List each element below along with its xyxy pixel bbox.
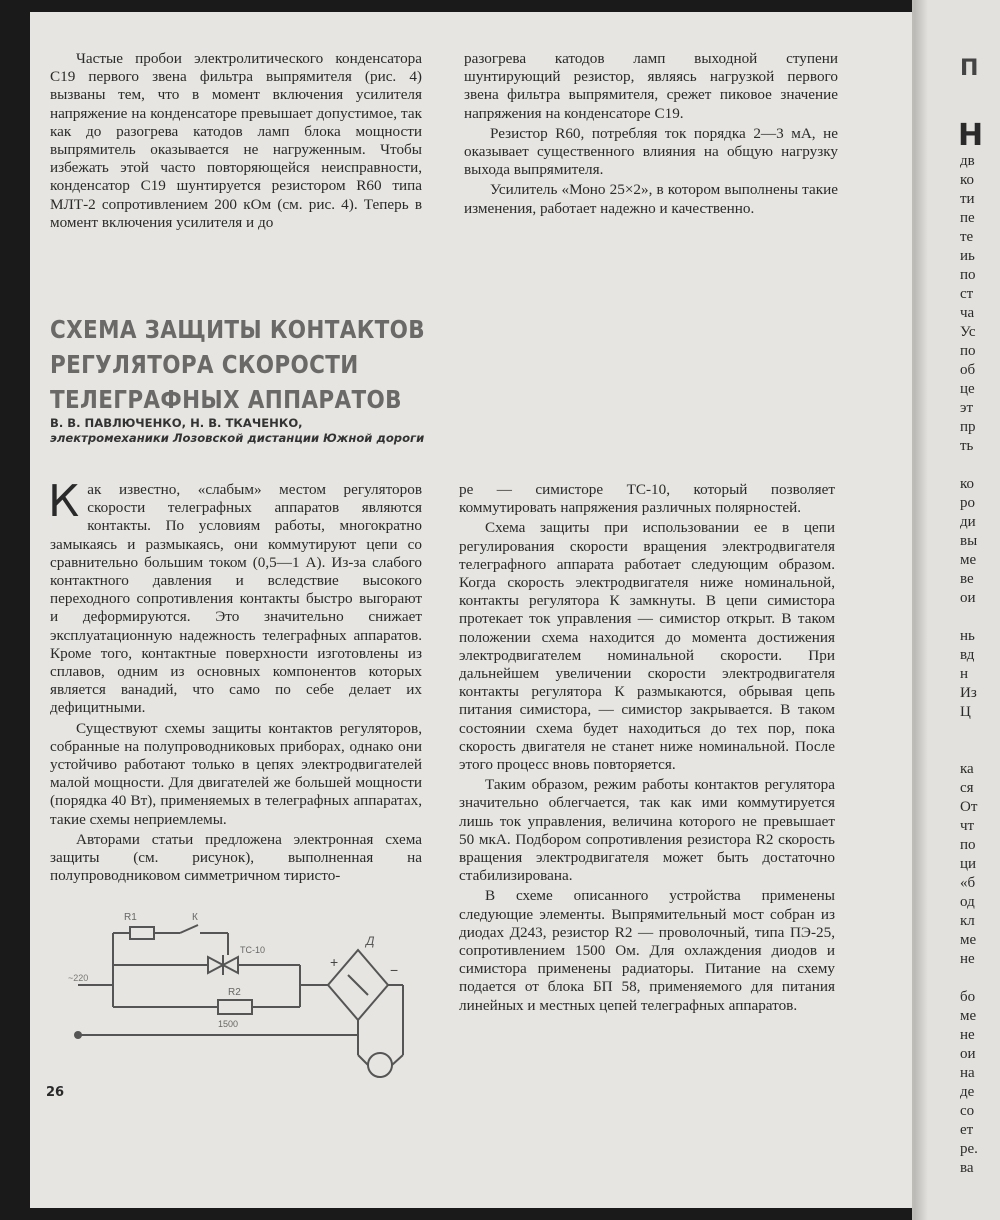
- right-page-fragment: ет: [960, 1122, 974, 1138]
- right-page-fragment: ся: [960, 780, 974, 796]
- right-page-fragment: те: [960, 229, 974, 245]
- right-page-fragment: ои: [960, 590, 976, 606]
- plus-sign: +: [330, 954, 339, 970]
- right-page-fragment: ко: [960, 476, 975, 492]
- title-line-2: ТЕЛЕГРАФНЫХ АППАРАТОВ: [50, 385, 402, 414]
- right-page-fragment: по: [960, 837, 976, 853]
- right-page-fragment: пр: [960, 419, 976, 435]
- right-page-fragment: ме: [960, 1008, 977, 1024]
- right-page-fragment: От: [960, 799, 978, 815]
- article-left-column: [48, 476, 422, 887]
- right-page-fragment: по: [960, 267, 976, 283]
- paragraph: В схеме описанного устройства применены следующие элементы. Выпрямительный мост собран из диодах Д243, резистор R2 — проволочный, типа ПЭ-25, сопротивлением 1500 Ом. Для охлаждения диодов и симистора применены радиаторы. Питание на схему подается от блока БП 58, применяемого для питания линейных и местных цепей телеграфных аппаратов.: [459, 887, 835, 1014]
- right-page-fragment: ст: [960, 286, 974, 302]
- right-page-fragment: вы: [960, 533, 978, 549]
- author-names: В. В. ПАВЛЮЧЕНКО, Н. В. ТКАЧЕНКО,: [50, 416, 303, 430]
- right-page-fragment: де: [960, 1084, 975, 1100]
- right-page-fragment: це: [960, 381, 975, 397]
- right-page: [912, 0, 1000, 1220]
- right-page-fragment: ди: [960, 514, 976, 530]
- right-page-fragment: дв: [960, 153, 975, 169]
- right-page-fragment: со: [960, 1103, 975, 1119]
- right-page-fragment: «б: [960, 875, 976, 891]
- right-page-heading-fragment: П: [960, 56, 979, 81]
- right-page-fragment: бо: [960, 989, 976, 1005]
- r2-label: R2: [228, 987, 241, 998]
- right-page-fragment: ро: [960, 495, 975, 511]
- paragraph: Таким образом, режим работы контактов регулятора значительно облегчается, так как ими коммутируется лишь ток управления, величина которого не превышает 50 мкА. Подбором сопротивления резистора R2 скорость вращения электродвигателя может быть достаточно стабилизирована.: [459, 776, 835, 885]
- paragraph: разогрева катодов ламп выходной ступени шунтирующий резистор, являясь нагрузкой первого звена фильтра выпрямителя, срежет пиковое значение напряжения на конденсаторе С19.: [464, 50, 838, 122]
- right-page-fragment: Ус: [960, 324, 976, 340]
- right-page-fragment: ко: [960, 172, 975, 188]
- right-page-fragment: ва: [960, 1160, 974, 1176]
- right-page-fragment: ти: [960, 191, 975, 207]
- right-page-fragment: н: [960, 666, 969, 682]
- right-page-fragment: ть: [960, 438, 974, 454]
- input-label: ~220: [68, 973, 89, 983]
- triac-label: ТС-10: [240, 945, 266, 955]
- lead-text: ак известно, «слабым» местом регуляторов скорости телеграфных аппаратов являются контакты. По условиям работы, многократно замыкаясь и размыкаясь, они коммутируют цепи со сравнительно большим током (0,5—1 А). Из-за слабого контактного давления и вследствие высокого переходного сопротивления контакты быстро выгорают и деформируются. Это значительно снижает эксплуатационную надежность телеграфных аппаратов. Кроме того, контактные поверхности изготовлены из сплавов, одним из основных компонентов которых является ванадий, что само по себе делает их дефицитными.: [50, 481, 422, 717]
- paragraph: Усилитель «Моно 25×2», в котором выполнены такие изменения, работает надежно и качественно.: [464, 181, 838, 217]
- right-page-heading-fragment-2: Н: [958, 118, 984, 153]
- paragraph: Резистор R60, потребляя ток порядка 2—3 мА, не оказывает существенного влияния на общую нагрузку выхода выпрямителя.: [464, 124, 838, 179]
- r1-label: R1: [124, 912, 137, 923]
- page-number: 26: [46, 1085, 65, 1100]
- author-affiliation: электромеханики Лозовской дистанции Южной дороги: [50, 431, 425, 445]
- right-page-fragment: не: [960, 951, 975, 967]
- page-fold-shadow: [914, 0, 928, 1220]
- right-page-fragment: вд: [960, 647, 975, 663]
- right-page-fragment: чт: [960, 818, 975, 834]
- circuit-diagram: [68, 895, 428, 1095]
- paragraph: Частые пробои электролитического конденсатора С19 первого звена фильтра выпрямителя (рис. 4) вызваны тем, что в момент включения усилителя напряжение на конденсаторе превышает допустимое, так как до разогрева катодов ламп блока мощности выпрямитель оказывается не нагруженным. Чтобы избежать этой часто повторяющейся неисправности, конденсатор С19 шунтируется резистором R60 типа МЛТ-2 сопротивлением 200 кОм (см. рис. 4). Теперь в момент включения усилителя и до: [50, 50, 422, 231]
- article-right-column: [459, 481, 835, 1017]
- lead-paragraph: [48, 476, 422, 718]
- right-page-fragment: ме: [960, 932, 977, 948]
- r2-value: 1500: [218, 1019, 239, 1029]
- k-label: К: [192, 912, 198, 923]
- right-page-fragment: по: [960, 343, 976, 359]
- drop-cap: К: [48, 476, 80, 527]
- paragraph: Схема защиты при использовании ее в цепи регулирования скорости вращения электродвигателя телеграфного аппарата работает следующим образом. Когда скорость электродвигателя ниже номинальной, контакты регулятора К замкнуты. В цепи симистора протекает ток управления — симистор открыт. В таком положении схема находится до момента достижения электродвигателем номинальной скорости. При дальнейшем увеличении скорости электродвигателя контакты регулятора К размыкаются, обрывая цепь питания симистора, — симистор закрывается. В таком состоянии схема будет находиться до тех пор, пока скорость двигателя не станет ниже номинальной. После этого процесс вновь повторяется.: [459, 519, 835, 774]
- right-page-fragment: эт: [960, 400, 973, 416]
- right-page-fragment: не: [960, 1027, 975, 1043]
- right-page-fragment: пе: [960, 210, 975, 226]
- right-page-fragment: иь: [960, 248, 975, 264]
- right-page-fragment: Из: [960, 685, 977, 701]
- paragraph: Существуют схемы защиты контактов регуляторов, собранные на полупроводниковых приборах, однако они устойчиво работают только в цепях электродвигателей малой мощности. Для двигателей же большей мощности (порядка 40 Вт), применяемых в телеграфных аппаратах, такие схемы неприемлемы.: [50, 719, 422, 828]
- previous-article-right-column: [464, 50, 838, 220]
- article-byline: [50, 416, 510, 446]
- right-page-fragment: ка: [960, 761, 974, 777]
- title-line-1: СХЕМА ЗАЩИТЫ КОНТАКТОВ РЕГУЛЯТОРА СКОРОСТИ: [50, 315, 426, 379]
- right-page-fragment: ре.: [960, 1141, 978, 1157]
- paragraph: Авторами статьи предложена электронная схема защиты (см. рисунок), выполненная на полупроводниковом симметричном тиристо-: [50, 830, 422, 885]
- right-page-fragment: ве: [960, 571, 974, 587]
- right-page-fragment: од: [960, 894, 975, 910]
- minus-sign: −: [390, 962, 399, 978]
- right-page-fragment: об: [960, 362, 976, 378]
- right-page-fragment: кл: [960, 913, 975, 929]
- right-page-fragment: ци: [960, 856, 977, 872]
- right-page-fragment: ои: [960, 1046, 976, 1062]
- right-page-fragment: ча: [960, 305, 975, 321]
- previous-article-left-column: [50, 50, 422, 234]
- article-title: [50, 312, 583, 417]
- right-page-fragment: нь: [960, 628, 975, 644]
- right-page-fragment: на: [960, 1065, 975, 1081]
- right-page-fragment: ме: [960, 552, 977, 568]
- motor-label: Д: [366, 934, 375, 948]
- right-page-fragment: Ц: [960, 704, 971, 720]
- paragraph: ре — симисторе ТС-10, который позволяет коммутировать напряжения различных полярностей.: [459, 481, 835, 517]
